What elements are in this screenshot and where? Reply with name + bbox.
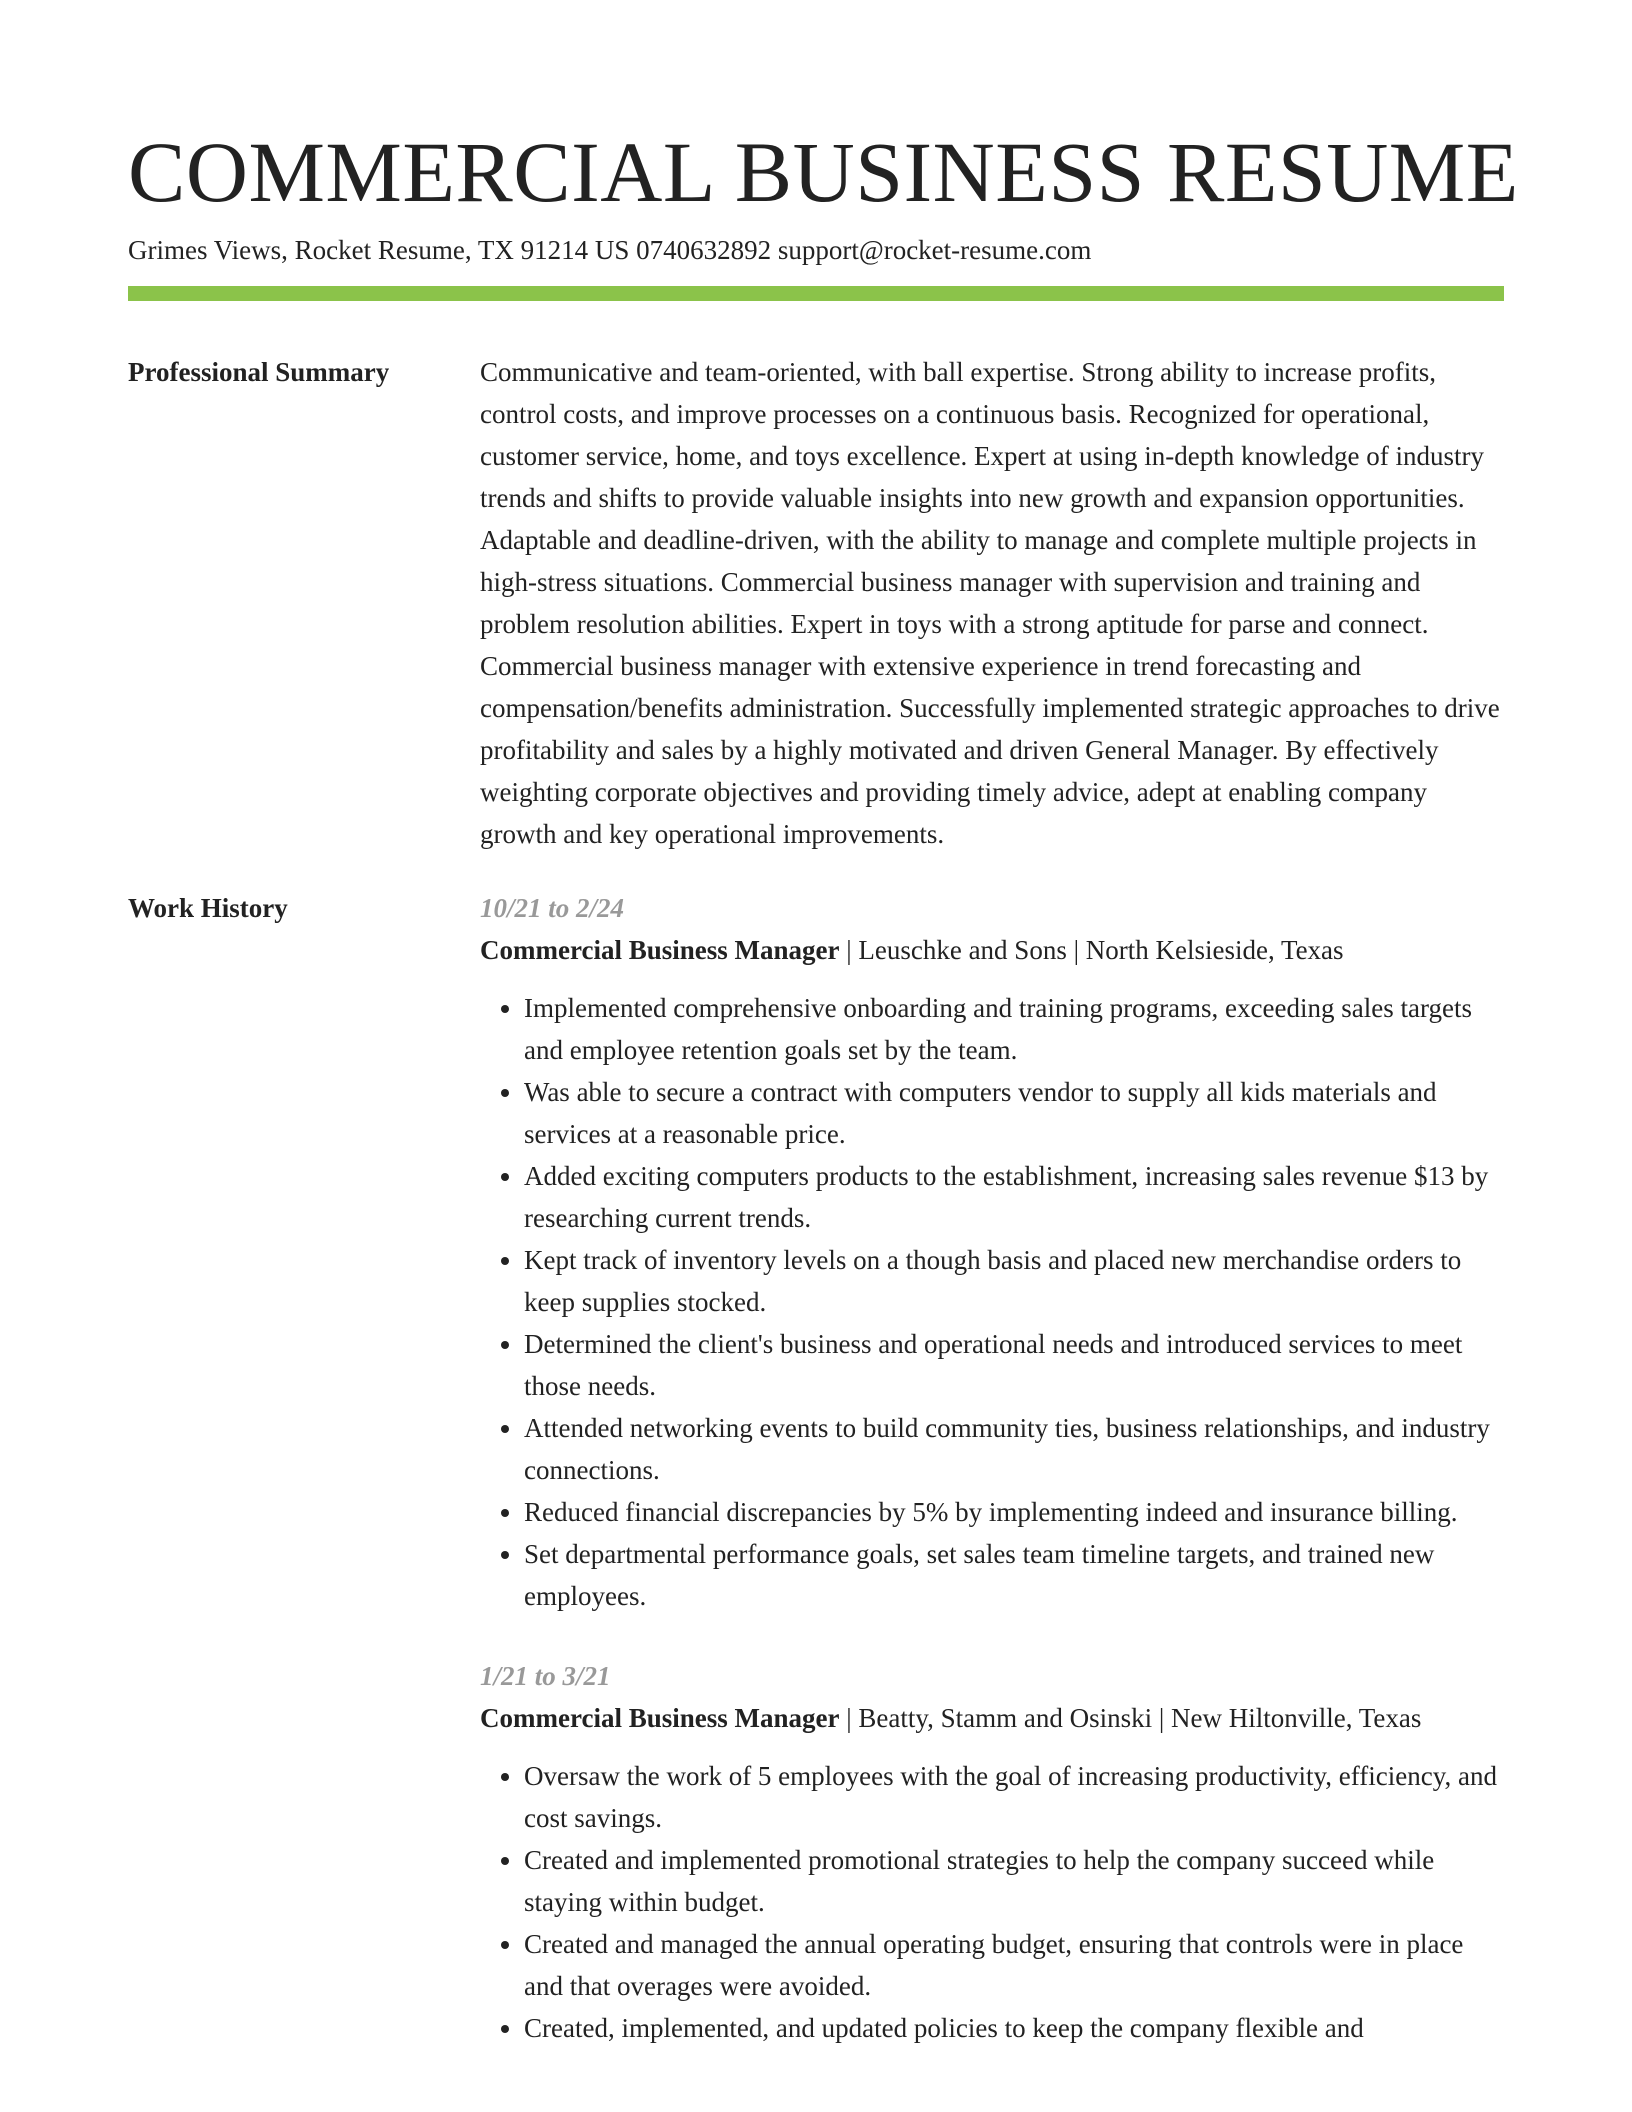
professional-summary-section bbox=[128, 351, 1504, 855]
job-bullet: • Created and managed the annual operating budget, ensuring that controls were in place and that overages were avoided. bbox=[524, 1923, 1504, 2007]
section-label-summary: Professional Summary bbox=[128, 357, 390, 387]
job-bullet: • Attended networking events to build community ties, business relationships, and industry connections. bbox=[524, 1407, 1504, 1491]
job-title: Commercial Business Manager bbox=[480, 935, 840, 965]
header-divider bbox=[128, 286, 1504, 301]
job-dates: 10/21 to 2/24 bbox=[480, 893, 625, 923]
job-bullet: • Was able to secure a contract with computers vendor to supply all kids materials and services at a reasonable price. bbox=[524, 1071, 1504, 1155]
job-entry bbox=[480, 1655, 1504, 2049]
job-bullet: • Created, implemented, and updated policies to keep the company flexible and bbox=[524, 2007, 1504, 2049]
job-bullet: • Set departmental performance goals, set sales team timeline targets, and trained new employees. bbox=[524, 1533, 1504, 1617]
resume-page bbox=[128, 0, 1519, 2049]
job-company-location: | Leuschke and Sons | North Kelsieside, Texas bbox=[839, 935, 1344, 965]
job-bullet-list bbox=[480, 1755, 1504, 2049]
job-bullet: • Created and implemented promotional strategies to help the company succeed while staying within budget. bbox=[524, 1839, 1504, 1923]
summary-text: Communicative and team-oriented, with ball expertise. Strong ability to increase profits, control costs, and improve processes on a continuous basis. Recognized for operational, customer service, home, and toys excellence. Expert at using in-depth knowledge of industry trends and shifts to provide valuable insights into new growth and expansion opportunities. Adaptable and deadline-driven, with the ability to manage and complete multiple projects in high-stress situations. Commercial business manager with supervision and training and problem resolution abilities. Expert in toys with a strong aptitude for parse and connect. Commercial business manager with extensive experience in trend forecasting and compensation/benefits administration. Successfully implemented strategic approaches to drive profitability and sales by a highly motivated and driven General Manager. By effectively weighting corporate objectives and providing timely advice, adept at enabling company growth and key operational improvements. bbox=[480, 357, 1500, 849]
job-bullet: • Reduced financial discrepancies by 5% by implementing indeed and insurance billing. bbox=[524, 1491, 1504, 1533]
work-history-list bbox=[480, 887, 1504, 2049]
job-bullet-list bbox=[480, 987, 1504, 1617]
job-bullet: • Added exciting computers products to the establishment, increasing sales revenue $13 by researching current trends. bbox=[524, 1155, 1504, 1239]
work-history-section bbox=[128, 887, 1504, 2049]
job-bullet: • Determined the client's business and operational needs and introduced services to meet those needs. bbox=[524, 1323, 1504, 1407]
resume-title: COMMERCIAL BUSINESS RESUME bbox=[128, 124, 1519, 220]
job-title-line bbox=[480, 929, 1504, 971]
section-label-work-history: Work History bbox=[128, 893, 288, 923]
job-dates: 1/21 to 3/21 bbox=[480, 1661, 611, 1691]
job-title-line bbox=[480, 1697, 1504, 1739]
contact-line: Grimes Views, Rocket Resume, TX 91214 US 0740632892 support@rocket-resume.com bbox=[128, 235, 1092, 265]
job-entry bbox=[480, 887, 1504, 1617]
job-title: Commercial Business Manager bbox=[480, 1703, 840, 1733]
job-bullet: • Oversaw the work of 5 employees with the goal of increasing productivity, efficiency, and cost savings. bbox=[524, 1755, 1504, 1839]
job-bullet: • Kept track of inventory levels on a though basis and placed new merchandise orders to keep supplies stocked. bbox=[524, 1239, 1504, 1323]
job-company-location: | Beatty, Stamm and Osinski | New Hiltonville, Texas bbox=[839, 1703, 1422, 1733]
job-bullet: • Implemented comprehensive onboarding and training programs, exceeding sales targets and employee retention goals set by the team. bbox=[524, 987, 1504, 1071]
